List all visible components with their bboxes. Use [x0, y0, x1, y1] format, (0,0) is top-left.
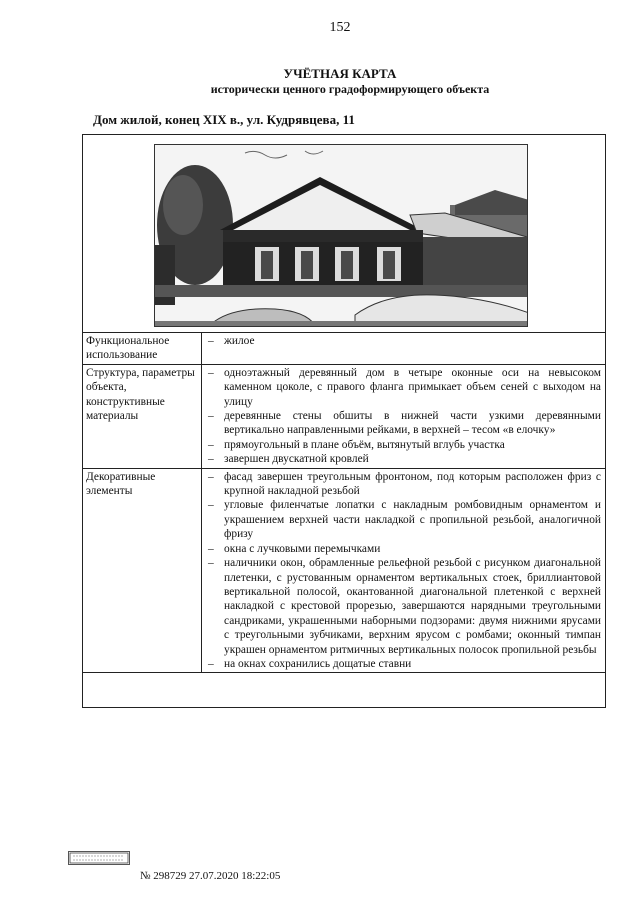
list-item: – жилое	[204, 334, 601, 348]
list-item: – наличники окон, обрамленные рельефной резьбой с рисунком диагональной плетенки, с рустованным орнаментом вертикальных стоек, бриллиантовой вертикальной полосой, окантованной диагональной плетенкой с верхней накладкой с крестовой прорезью, завершаются нарядными треугольными сандриками, украшенными наборными подзорами: двумя нижними ярусами с треугольными зубчиками, верхним ярусом с ромбами; оконный тимпан украшен орнаментом ритмичных вертикальных полосок пропильной резьбы	[204, 556, 601, 657]
stamp-graphic	[68, 851, 130, 865]
table-row	[83, 468, 606, 673]
row-label: Декоративные элементы	[83, 468, 202, 673]
page-number: 152	[329, 20, 351, 35]
list-item: – фасад завершен треугольным фронтоном, под которым расположен фриз с крупной накладной резьбой	[204, 470, 601, 499]
card-title: УЧЁТНАЯ КАРТА	[283, 66, 397, 81]
card-subtitle: исторически ценного градоформирующего объекта	[210, 82, 490, 96]
row-values	[202, 468, 606, 673]
table-row	[83, 333, 606, 365]
table-row	[83, 364, 606, 468]
list-item: – завершен двускатной кровлей	[204, 452, 601, 466]
document-id: № 298729 27.07.2020 18:22:05	[140, 870, 281, 882]
properties-table	[82, 332, 606, 673]
list-item: – прямоугольный в плане объём, вытянутый вглубь участка	[204, 438, 601, 452]
row-label: Функциональное использование	[83, 333, 202, 365]
list-item: – одноэтажный деревянный дом в четыре оконные оси на невысоком каменном цоколе, с правого фланга примыкает объем сеней с выходом на улицу	[204, 366, 601, 409]
list-item: – на окнах сохранились дощатые ставни	[204, 657, 601, 671]
list-item: – деревянные стены обшиты в нижней части узкими деревянными вертикально направленными рейками, в верхней – тесом «в елочку»	[204, 409, 601, 438]
building-photo	[154, 144, 528, 327]
list-item: – угловые филенчатые лопатки с накладным ромбовидным орнаментом и украшением верхней части накладкой с пропильной резьбой, аналогичной фризу	[204, 498, 601, 541]
row-values	[202, 333, 606, 365]
row-values	[202, 364, 606, 468]
row-label: Структура, параметры объекта, конструктивные материалы	[83, 364, 202, 468]
object-name: Дом жилой, конец XIX в., ул. Кудрявцева, 11	[93, 112, 355, 127]
list-item: – окна с лучковыми перемычками	[204, 542, 601, 556]
